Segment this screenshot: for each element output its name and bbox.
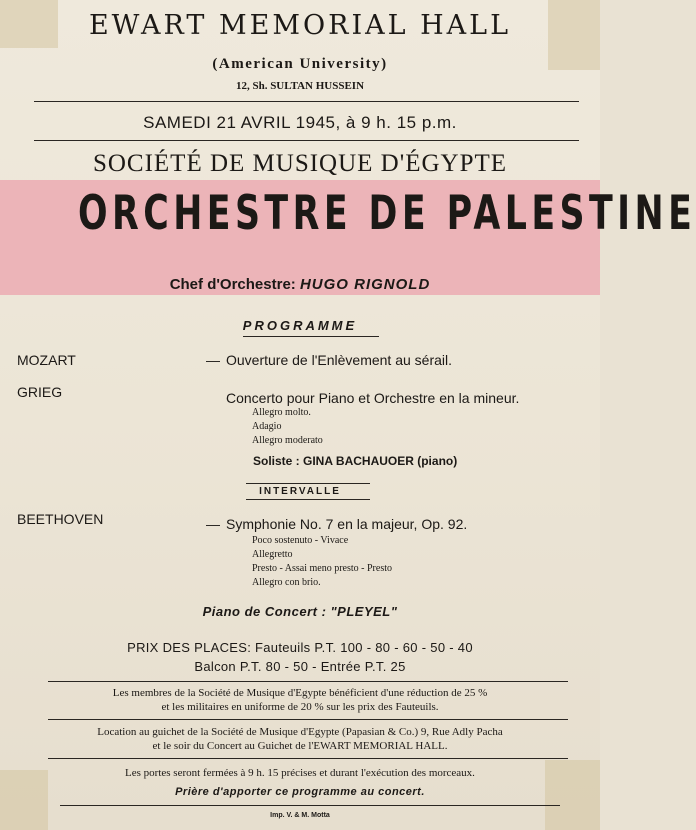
divider xyxy=(48,681,568,682)
divider xyxy=(34,140,579,141)
doors-note: Les portes seront fermées à 9 h. 15 précises et durant l'exécution des morceaux. xyxy=(125,767,475,779)
conductor-name: HUGO RIGNOLD xyxy=(299,276,431,293)
movement: Allegro moderato xyxy=(252,435,323,446)
dash: — xyxy=(206,516,220,532)
movement: Adagio xyxy=(252,421,282,432)
work-mozart: Ouverture de l'Enlèvement au sérail. xyxy=(226,352,453,368)
movement: Allegro molto. xyxy=(252,407,311,418)
movement: Presto - Assai meno presto - Presto xyxy=(252,563,392,574)
conductor-label: Chef d'Orchestre: xyxy=(169,276,296,293)
presenter: SOCIÉTÉ DE MUSIQUE D'ÉGYPTE xyxy=(92,150,508,177)
soloist: Soliste : GINA BACHAUOER (piano) xyxy=(253,454,458,468)
booking-note-2: et le soir du Concert au Guichet de l'EWART MEMORIAL HALL. xyxy=(152,740,448,752)
booking-note-1: Location au guichet de la Société de Musique d'Egypte (Papasian & Co.) 9, Rue Adly Pacha xyxy=(97,726,503,738)
composer-mozart: MOZART xyxy=(17,352,76,368)
venue-subtitle: (American University) xyxy=(212,56,388,72)
divider xyxy=(60,805,560,806)
composer-grieg: GRIEG xyxy=(17,384,63,400)
programme-underline xyxy=(243,336,379,337)
intermission: INTERVALLE xyxy=(259,486,341,497)
movement: Allegro con brio. xyxy=(252,577,321,588)
venue-name: EWART MEMORIAL HALL xyxy=(88,10,512,41)
request-note: Prière d'apporter ce programme au concert. xyxy=(175,786,425,798)
piano-note: Piano de Concert : "PLEYEL" xyxy=(202,604,398,619)
discount-note-1: Les membres de la Société de Musique d'Egypte bénéficient d'une réduction de 25 % xyxy=(112,687,488,699)
venue-address: 12, Sh. SULTAN HUSSEIN xyxy=(235,80,365,92)
composer-beethoven: BEETHOVEN xyxy=(17,511,104,527)
divider xyxy=(34,101,579,102)
printer-credit: Imp. V. & M. Motta xyxy=(270,812,330,819)
programme-heading: PROGRAMME xyxy=(242,318,358,333)
divider xyxy=(246,499,370,500)
dash: — xyxy=(206,352,220,368)
conductor-line xyxy=(0,276,600,293)
divider xyxy=(48,758,568,759)
divider xyxy=(246,483,370,484)
price-line-2: Balcon P.T. 80 - 50 - Entrée P.T. 25 xyxy=(194,659,406,674)
work-beethoven: Symphonie No. 7 en la majeur, Op. 92. xyxy=(226,516,468,532)
work-grieg: Concerto pour Piano et Orchestre en la mineur. xyxy=(226,390,520,406)
concert-date: SAMEDI 21 AVRIL 1945, à 9 h. 15 p.m. xyxy=(143,113,457,132)
orchestra-title: ORCHESTRE DE PALESTINE xyxy=(78,186,696,241)
tape-bottom-left xyxy=(0,770,48,830)
discount-note-2: et les militaires en uniforme de 20 % sur les prix des Fauteuils. xyxy=(161,701,439,713)
divider xyxy=(48,719,568,720)
price-line-1: PRIX DES PLACES: Fauteuils P.T. 100 - 80 - 60 - 50 - 40 xyxy=(127,640,473,655)
movement: Allegretto xyxy=(252,549,293,560)
movement: Poco sostenuto - Vivace xyxy=(252,535,349,546)
